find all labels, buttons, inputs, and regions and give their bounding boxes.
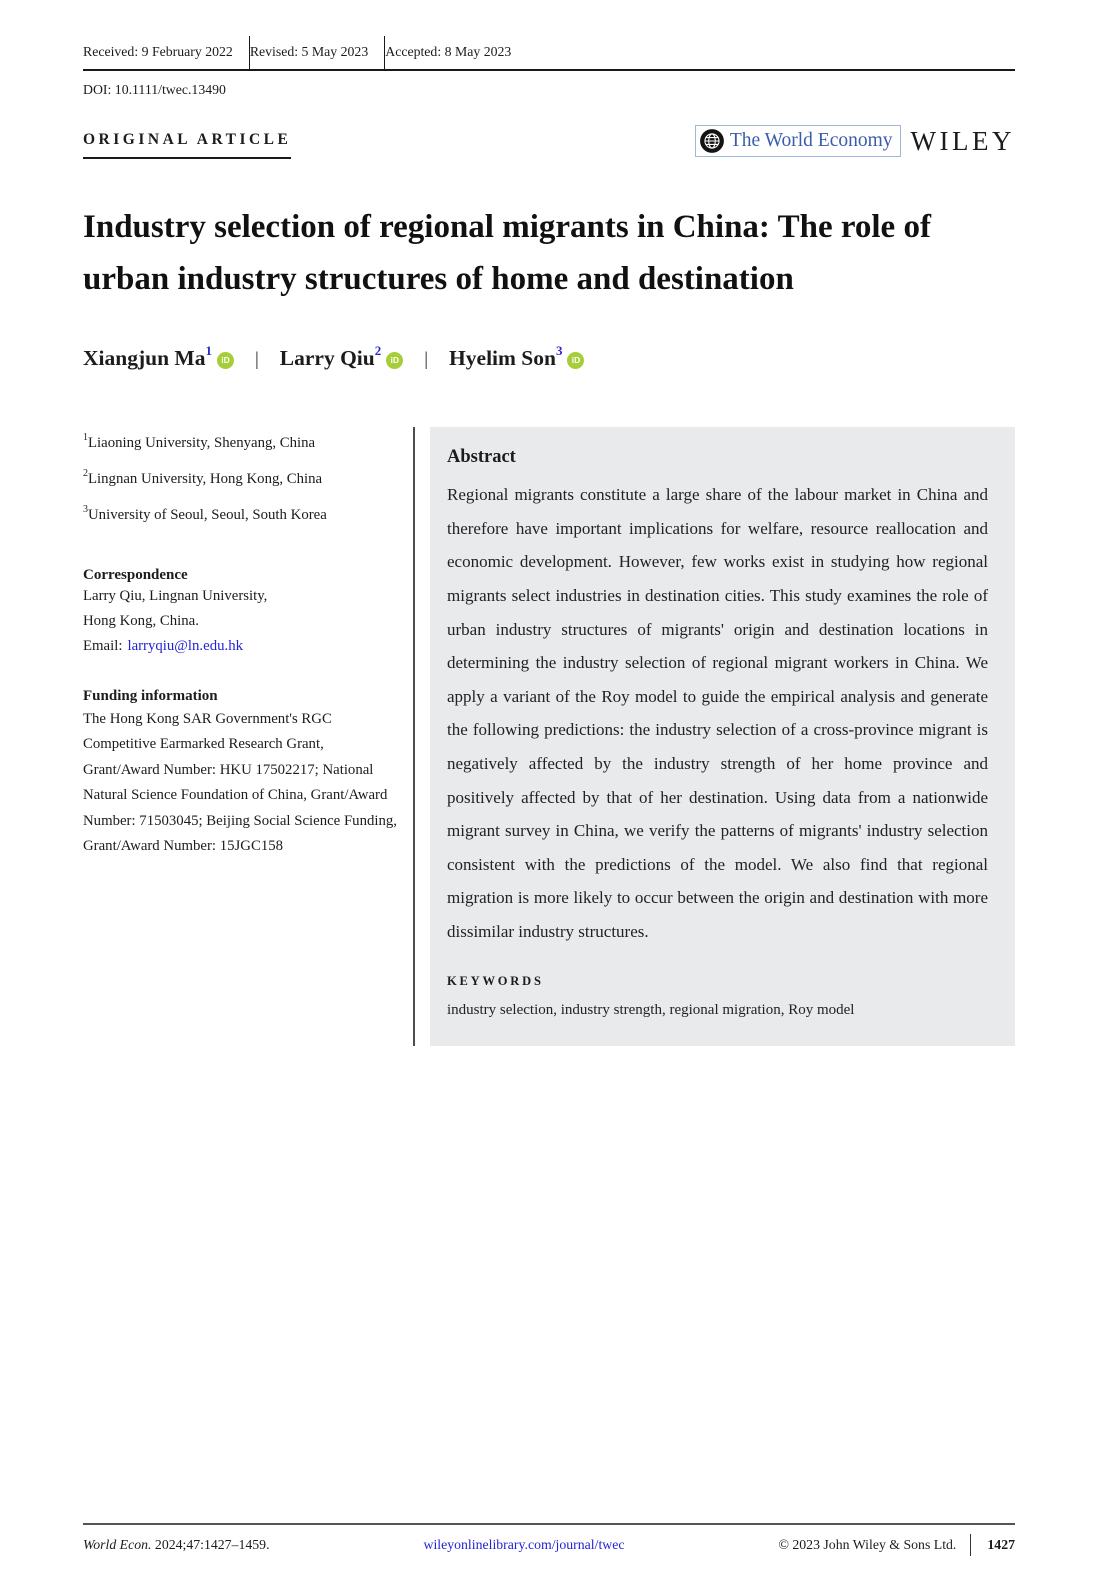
author-divider: | xyxy=(254,349,259,371)
citation-volume-pages: 2024;47:1427–1459. xyxy=(151,1537,270,1552)
keywords-text: industry selection, industry strength, regional migration, Roy model xyxy=(447,1002,855,1019)
article-type-row xyxy=(83,125,1015,159)
orcid-icon[interactable]: iD xyxy=(217,352,234,369)
revised-date: Revised: 5 May 2023 xyxy=(249,44,369,59)
email-link[interactable]: larryqiu@ln.edu.hk xyxy=(127,637,243,654)
affiliation: $^2$Lingnan University, Hong Kong, China xyxy=(83,468,323,487)
footer-row xyxy=(83,1525,1015,1556)
accepted-date: Accepted: 8 May 2023 xyxy=(385,44,512,59)
citation-journal: World Econ. xyxy=(83,1537,152,1552)
correspondence-line: Larry Qiu, Lingnan University, xyxy=(83,587,268,604)
correspondence-email-line xyxy=(83,634,398,659)
correspondence-heading: Correspondence xyxy=(83,566,188,583)
keywords-heading: KEYWORDS xyxy=(447,974,544,989)
funding-block xyxy=(83,688,398,860)
author-affiliation-sup: 1 xyxy=(205,343,212,358)
doi: DOI: 10.1111/twec.13490 xyxy=(83,82,226,97)
affiliation: $^1$Liaoning University, Shenyang, China xyxy=(83,432,316,452)
page-number: 1427 xyxy=(970,1534,1015,1556)
copyright-notice: © 2023 John Wiley & Sons Ltd. xyxy=(778,1537,957,1552)
abstract-box xyxy=(430,427,1015,1046)
author-name: Larry Qiu$^2$iD xyxy=(280,345,403,371)
author-affiliation-sup: 2 xyxy=(374,343,382,358)
author-list xyxy=(83,345,1015,371)
column-divider xyxy=(413,427,415,1046)
abstract-text: Regional migrants constitute a large share of the labour market in China and therefore have important implications for welfare, resource reallocation and economic development. However, few works exist in studying how regional migrants select industries in destination cities. This study examines the role of urban industry structures of migrants' origin and destination locations in determining the industry selection of regional migrant workers in China. We apply a variant of the Roy model to guide the empirical analysis and generate the following predictions: the industry selection of a cross-province migrant is negatively affected by the industry strength of her home province and positively affected by that of her destination. Using data from a nationwide migrant survey in China, we verify the patterns of migrants' industry selection consistent with the predictions of the model. We also find that regional migration is more likely to occur between the origin and destination with more dissimilar industry structures. xyxy=(447,485,988,941)
metadata-and-abstract xyxy=(83,427,1015,1046)
wiley-logo: WILEY xyxy=(910,125,1015,156)
funding-text: The Hong Kong SAR Government's RGC Competitive Earmarked Research Grant, Grant/Award Number: HKU 17502217; National Natural Science Foundation of China, Grant/Award Number: 71503045; Beijing Social Science Funding, Grant/Award Number: 15JGC158 xyxy=(83,710,397,855)
brand-block xyxy=(695,125,1015,157)
orcid-icon[interactable]: iD xyxy=(567,352,584,369)
metadata-column xyxy=(83,427,413,1046)
citation xyxy=(83,1537,270,1553)
world-economy-globe-icon xyxy=(699,128,725,154)
correspondence-block xyxy=(83,567,398,659)
correspondence-line: Hong Kong, China. xyxy=(83,612,199,629)
manuscript-dates-bar xyxy=(83,36,1015,71)
journal-name: The World Economy xyxy=(729,130,893,151)
author-affiliation-sup: 3 xyxy=(555,343,563,358)
author-name: Xiangjun Ma$^1$iD xyxy=(83,345,234,371)
journal-url-link[interactable]: wileyonlinelibrary.com/journal/twec xyxy=(423,1537,625,1552)
author-divider: | xyxy=(424,349,429,371)
article-title: Industry selection of regional migrants in China: The role of urban industry structures of home and destination xyxy=(83,209,931,297)
article-type-label: ORIGINAL ARTICLE xyxy=(83,131,291,159)
funding-heading: Funding information xyxy=(83,687,218,704)
page-footer xyxy=(83,1523,1015,1556)
received-date: Received: 9 February 2022 xyxy=(83,44,233,59)
author-name: Hyelim Son$^3$iD xyxy=(449,345,584,371)
orcid-icon[interactable]: iD xyxy=(386,352,403,369)
abstract-heading: Abstract xyxy=(447,447,516,468)
affiliation: $^3$University of Seoul, Seoul, South Korea xyxy=(83,504,327,523)
email-label: Email: xyxy=(83,637,123,654)
journal-logo[interactable] xyxy=(695,125,901,157)
